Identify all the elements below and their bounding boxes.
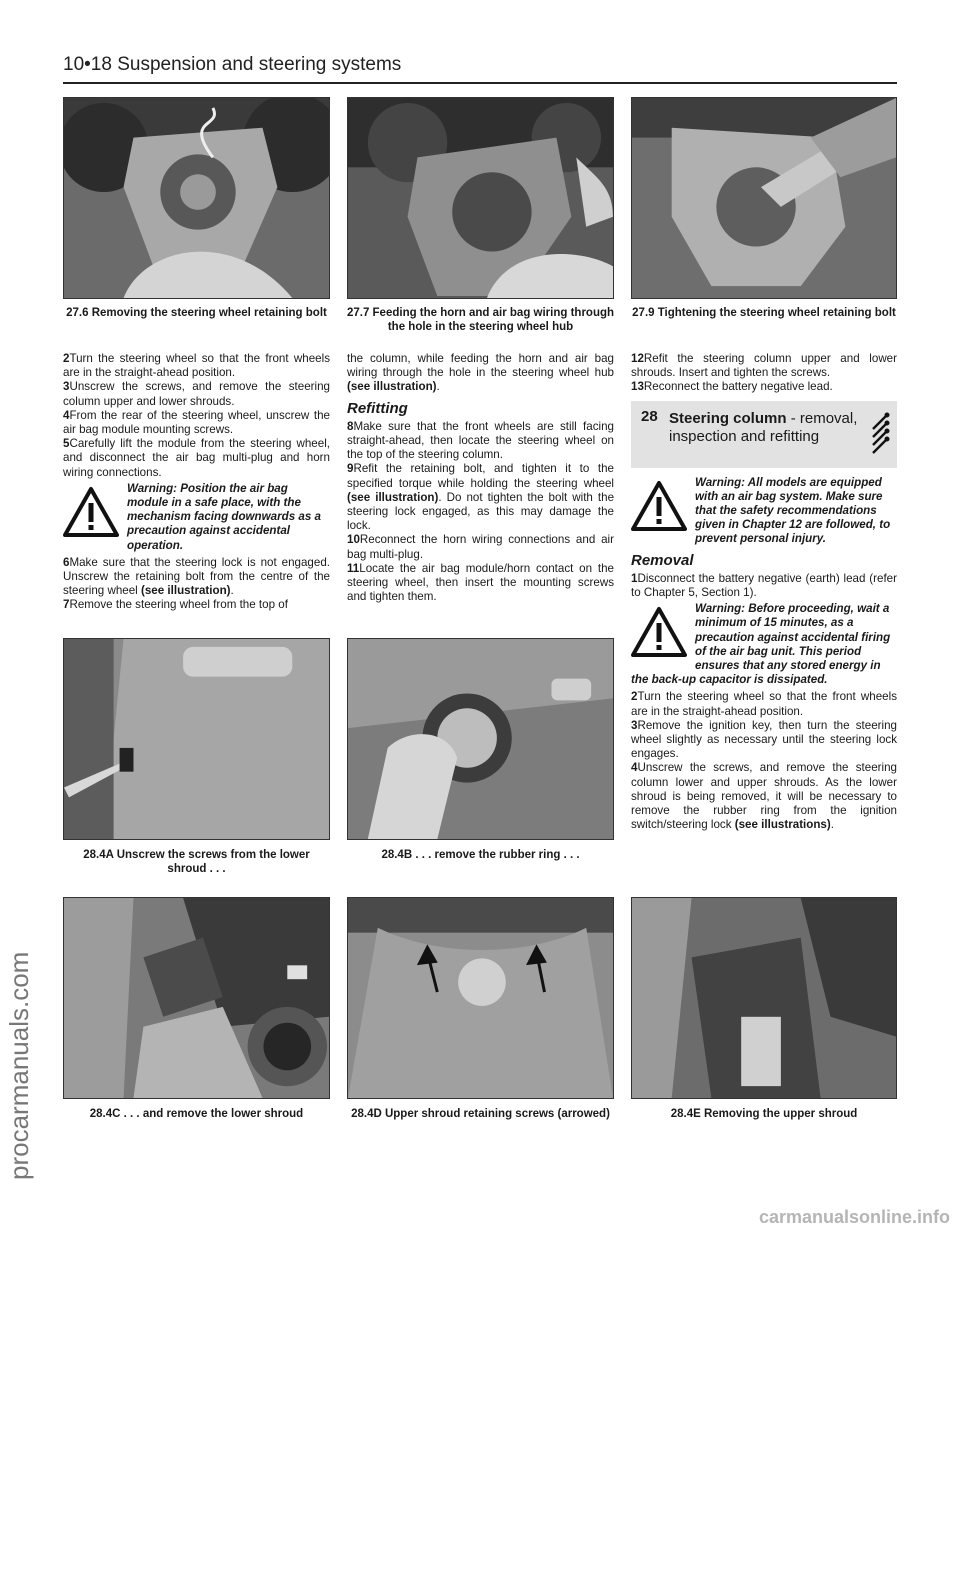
removal-step-1: 1Disconnect the battery negative (earth) lead (refer to Chapter 5, Section 1). <box>631 571 897 600</box>
heading-removal: Removal <box>631 551 694 569</box>
photo-27-6 <box>63 97 330 299</box>
step-6: 6Make sure that the steering lock is not engaged. Unscrew the retaining bolt from the centre of the steering wheel (see illustration). <box>63 555 330 598</box>
photo-28-4e <box>631 897 897 1099</box>
photo-27-9 <box>631 97 897 299</box>
page-title: 10•18 Suspension and steering systems <box>63 54 402 75</box>
removal-step-3: 3Remove the ignition key, then turn the steering wheel slightly as necessary until the steering lock engages. <box>631 718 897 761</box>
photo-28-4c <box>63 897 330 1099</box>
step-3: 3Unscrew the screws, and remove the steering column upper and lower shrouds. <box>63 380 330 408</box>
caption-27-7: 27.7 Feeding the horn and air bag wiring through the hole in the steering wheel hub <box>346 307 615 333</box>
heading-refitting: Refitting <box>347 399 408 417</box>
step-7: 7Remove the steering wheel from the top of <box>63 598 288 612</box>
caption-27-6: 27.6 Removing the steering wheel retaining bolt <box>66 307 327 319</box>
removal-step-2: 2Turn the steering wheel so that the front wheels are in the straight-ahead position. <box>631 690 897 718</box>
caption-28-4b: 28.4B . . . remove the rubber ring . . . <box>381 849 580 861</box>
step-10: 10Reconnect the horn wiring connections and air bag multi-plug. <box>347 533 614 561</box>
step-12: 12Refit the steering column upper and lower shrouds. Insert and tighten the screws. <box>631 352 897 380</box>
removal-step-4: 4Unscrew the screws, and remove the steering column lower and upper shrouds. As the lower shroud is being removed, it will be necessary to remove the rubber ring from the ignition switch/steering lock (see illustrations). <box>631 761 897 832</box>
difficulty-spanner-icon <box>869 409 891 455</box>
text-column-2 <box>347 352 614 604</box>
photo-28-4a <box>63 638 330 840</box>
photo-28-4b <box>347 638 614 840</box>
side-watermark: procarmanuals.com <box>4 951 34 1180</box>
text-column-3 <box>631 352 897 832</box>
step-8: 8Make sure that the front wheels are still facing straight-ahead, then locate the steering wheel on the top of the steering column. <box>347 419 614 462</box>
step-2: 2Turn the steering wheel so that the front wheels are in the straight-ahead position. <box>63 352 330 380</box>
photo-28-4d <box>347 897 614 1099</box>
step-7-continued: the column, while feeding the horn and air bag wiring through the hole in the steering wheel hub (see illustration). <box>347 352 614 394</box>
warning-triangle-icon <box>631 480 687 532</box>
caption-28-4e: 28.4E Removing the upper shroud <box>670 1108 858 1120</box>
warning-airbag-module: Warning: Position the air bag module in a safe place, with the mechanism facing downwards as a precaution against accidental operation. <box>63 482 330 553</box>
caption-28-4c: 28.4C . . . and remove the lower shroud <box>89 1108 304 1120</box>
step-9: 9Refit the retaining bolt, and tighten it to the specified torque while holding the steering wheel (see illustration). Do not tighten the bolt with the steering lock engaged, as this may damage the lock. <box>347 462 615 533</box>
warning-wait-15-minutes: Warning: Before proceeding, wait a minimum of 15 minutes, as a precaution against accidental firing of the air bag unit. This period ensures that any stored energy in the back-up capacitor is dissipated. <box>631 602 891 687</box>
step-13: 13Reconnect the battery negative lead. <box>631 380 833 394</box>
caption-28-4d: 28.4D Upper shroud retaining screws (arrowed) <box>351 1108 610 1120</box>
warning-airbag-system: Warning: All models are equipped with an air bag system. Make sure that the safety recommendations given in Chapter 12 are followed, to prevent personal injury. <box>631 476 897 547</box>
section-28-heading: 28 Steering column - removal, inspection and refitting <box>631 401 897 468</box>
warning-triangle-icon <box>631 606 687 658</box>
caption-27-9: 27.9 Tightening the steering wheel retaining bolt <box>632 307 896 319</box>
footer-watermark: carmanualsonline.info <box>758 1207 950 1227</box>
step-5: 5Carefully lift the module from the steering wheel, and disconnect the air bag multi-plug and horn wiring connections. <box>63 437 330 479</box>
caption-28-4a: 28.4A Unscrew the screws from the lower shroud . . . <box>83 849 310 875</box>
warning-triangle-icon <box>63 486 119 538</box>
photo-27-7 <box>347 97 614 299</box>
page-header <box>63 50 897 84</box>
step-11: 11Locate the air bag module/horn contact on the steering wheel, then insert the mounting screws and tighten them. <box>347 561 614 604</box>
step-4: 4From the rear of the steering wheel, unscrew the air bag module mounting screws. <box>63 408 330 437</box>
text-column-1 <box>63 352 330 613</box>
